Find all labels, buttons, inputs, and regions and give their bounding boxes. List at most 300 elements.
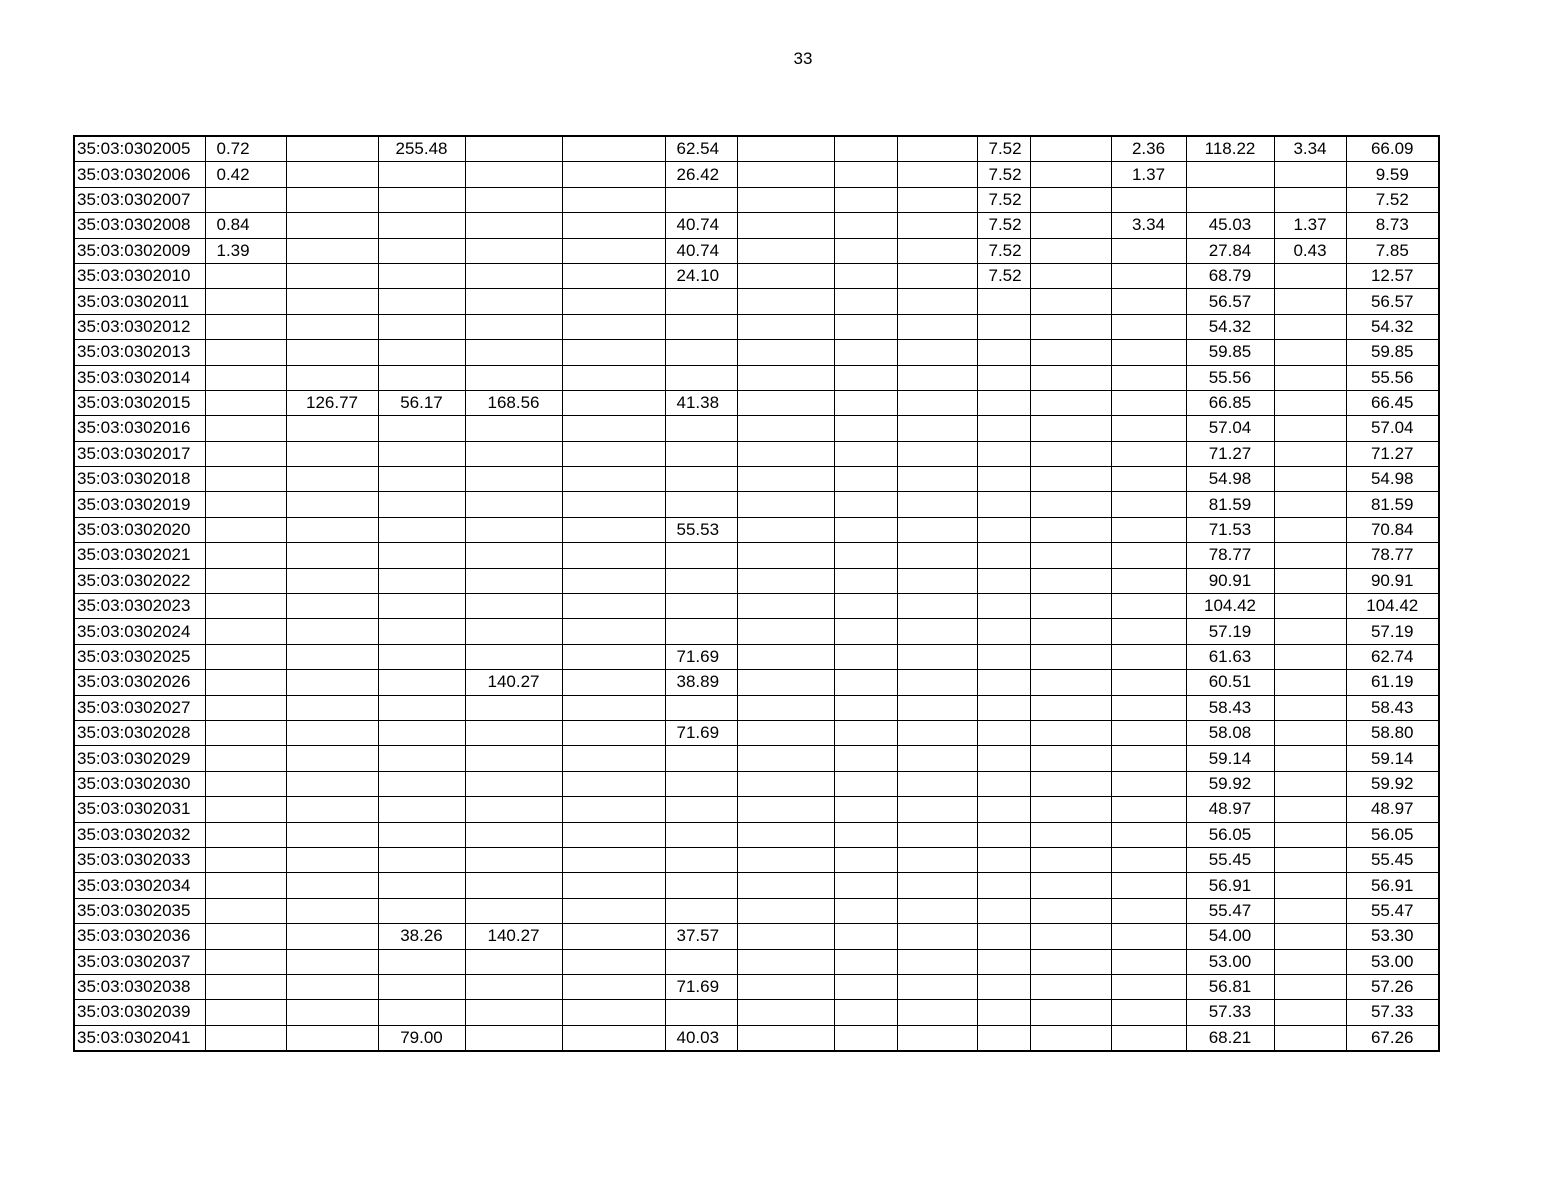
table-cell [834, 416, 897, 441]
table-cell [897, 263, 977, 288]
table-cell [1030, 949, 1111, 974]
row-id-cell: 35:03:0302037 [74, 949, 205, 974]
table-cell: 0.42 [205, 162, 286, 187]
row-id-cell: 35:03:0302017 [74, 441, 205, 466]
row-id-cell: 35:03:0302014 [74, 365, 205, 390]
table-cell: 255.48 [378, 136, 465, 162]
table-cell [977, 289, 1030, 314]
table-cell: 54.32 [1186, 314, 1274, 339]
table-cell [286, 517, 378, 542]
table-cell [1030, 467, 1111, 492]
table-cell [737, 822, 834, 847]
table-cell [665, 594, 737, 619]
table-cell [897, 492, 977, 517]
table-cell [465, 187, 562, 212]
table-cell: 0.43 [1274, 238, 1346, 263]
table-cell [286, 314, 378, 339]
table-cell [205, 187, 286, 212]
table-row [74, 365, 1439, 390]
table-cell [562, 136, 665, 162]
table-cell [205, 263, 286, 288]
table-cell: 67.26 [1346, 1025, 1439, 1051]
table-row [74, 390, 1439, 415]
table-row [74, 492, 1439, 517]
table-cell [1030, 644, 1111, 669]
table-cell: 27.84 [1186, 238, 1274, 263]
row-id-cell: 35:03:0302024 [74, 619, 205, 644]
table-row [74, 136, 1439, 162]
table-cell: 57.26 [1346, 974, 1439, 999]
table-cell [562, 695, 665, 720]
table-cell [665, 949, 737, 974]
table-cell [1274, 594, 1346, 619]
table-cell [1111, 822, 1186, 847]
table-row [74, 289, 1439, 314]
table-row [74, 441, 1439, 466]
table-row [74, 644, 1439, 669]
table-cell [665, 873, 737, 898]
table-cell [1274, 924, 1346, 949]
table-cell: 48.97 [1186, 797, 1274, 822]
table-cell [1274, 492, 1346, 517]
table-body [74, 136, 1439, 1051]
table-cell [1111, 340, 1186, 365]
table-cell: 56.05 [1346, 822, 1439, 847]
row-id-cell: 35:03:0302028 [74, 720, 205, 745]
table-cell [205, 467, 286, 492]
table-cell [1111, 467, 1186, 492]
table-cell [1111, 670, 1186, 695]
table-cell: 54.98 [1346, 467, 1439, 492]
table-cell [897, 847, 977, 872]
table-cell [665, 695, 737, 720]
row-id-cell: 35:03:0302034 [74, 873, 205, 898]
table-cell [286, 847, 378, 872]
table-cell [897, 644, 977, 669]
table-cell [897, 594, 977, 619]
table-cell [737, 390, 834, 415]
table-cell [205, 340, 286, 365]
table-cell [286, 720, 378, 745]
table-cell [1111, 416, 1186, 441]
page-number: 33 [793, 49, 813, 68]
table-cell [205, 924, 286, 949]
table-cell [897, 670, 977, 695]
table-cell [1111, 492, 1186, 517]
table-cell [286, 543, 378, 568]
table-cell [1186, 187, 1274, 212]
table-cell [562, 797, 665, 822]
table-cell [562, 568, 665, 593]
table-cell [737, 187, 834, 212]
table-cell [465, 873, 562, 898]
row-id-cell: 35:03:0302030 [74, 771, 205, 796]
table-cell: 81.59 [1186, 492, 1274, 517]
table-cell: 57.04 [1346, 416, 1439, 441]
table-cell [465, 644, 562, 669]
table-cell [897, 543, 977, 568]
table-cell [1274, 314, 1346, 339]
table-cell [977, 695, 1030, 720]
table-cell [834, 441, 897, 466]
table-cell: 71.27 [1346, 441, 1439, 466]
table-cell: 57.33 [1186, 1000, 1274, 1025]
table-cell: 56.91 [1346, 873, 1439, 898]
table-cell [286, 441, 378, 466]
table-cell [1030, 822, 1111, 847]
table-cell: 70.84 [1346, 517, 1439, 542]
table-cell [737, 924, 834, 949]
table-cell: 7.52 [977, 238, 1030, 263]
table-cell [897, 1025, 977, 1051]
table-cell [834, 213, 897, 238]
table-cell [665, 568, 737, 593]
table-cell [562, 822, 665, 847]
table-row [74, 898, 1439, 923]
table-cell [562, 162, 665, 187]
table-cell [378, 416, 465, 441]
table-cell [977, 467, 1030, 492]
table-row [74, 187, 1439, 212]
table-cell [977, 314, 1030, 339]
table-cell [1274, 898, 1346, 923]
table-cell [286, 898, 378, 923]
table-cell: 104.42 [1346, 594, 1439, 619]
table-cell [737, 898, 834, 923]
table-cell [286, 695, 378, 720]
table-cell [737, 670, 834, 695]
table-cell [562, 467, 665, 492]
table-cell [1274, 949, 1346, 974]
table-cell [977, 340, 1030, 365]
table-cell: 40.03 [665, 1025, 737, 1051]
table-cell [562, 873, 665, 898]
table-cell: 38.26 [378, 924, 465, 949]
row-id-cell: 35:03:0302021 [74, 543, 205, 568]
table-cell: 104.42 [1186, 594, 1274, 619]
table-cell: 38.89 [665, 670, 737, 695]
table-cell: 55.45 [1186, 847, 1274, 872]
table-cell [465, 543, 562, 568]
table-cell [1274, 847, 1346, 872]
table-cell: 57.19 [1346, 619, 1439, 644]
table-cell [1030, 797, 1111, 822]
table-cell [205, 822, 286, 847]
table-cell: 57.33 [1346, 1000, 1439, 1025]
table-cell [465, 1025, 562, 1051]
table-cell [665, 847, 737, 872]
table-cell [562, 187, 665, 212]
table-cell [1111, 441, 1186, 466]
table-cell [737, 797, 834, 822]
table-cell [465, 492, 562, 517]
table-cell [737, 873, 834, 898]
table-cell [1274, 543, 1346, 568]
table-cell [1274, 619, 1346, 644]
table-cell [897, 238, 977, 263]
table-cell [286, 416, 378, 441]
table-row [74, 695, 1439, 720]
table-cell [286, 136, 378, 162]
table-cell [465, 441, 562, 466]
table-cell [977, 924, 1030, 949]
table-cell [562, 416, 665, 441]
table-cell [562, 492, 665, 517]
table-cell [465, 974, 562, 999]
table-cell [465, 568, 562, 593]
table-cell [977, 898, 1030, 923]
table-cell: 12.57 [1346, 263, 1439, 288]
table-cell [562, 517, 665, 542]
table-cell [834, 720, 897, 745]
table-cell [897, 720, 977, 745]
table-cell: 7.52 [977, 213, 1030, 238]
table-cell [737, 213, 834, 238]
table-cell [737, 365, 834, 390]
table-cell [1111, 797, 1186, 822]
table-cell [205, 670, 286, 695]
table-cell [834, 289, 897, 314]
table-cell [562, 1000, 665, 1025]
table-cell [665, 187, 737, 212]
row-id-cell: 35:03:0302013 [74, 340, 205, 365]
table-cell [897, 949, 977, 974]
table-cell [897, 746, 977, 771]
table-cell [378, 365, 465, 390]
table-cell: 71.69 [665, 644, 737, 669]
table-cell [834, 340, 897, 365]
table-cell [205, 949, 286, 974]
table-cell [834, 1000, 897, 1025]
table-row [74, 619, 1439, 644]
table-cell [562, 365, 665, 390]
table-cell: 66.45 [1346, 390, 1439, 415]
table-cell [977, 594, 1030, 619]
table-cell [465, 1000, 562, 1025]
table-cell [378, 873, 465, 898]
row-id-cell: 35:03:0302025 [74, 644, 205, 669]
table-cell [737, 974, 834, 999]
table-cell [1274, 1025, 1346, 1051]
table-cell: 26.42 [665, 162, 737, 187]
table-cell [465, 136, 562, 162]
table-cell [1274, 797, 1346, 822]
table-cell: 59.85 [1346, 340, 1439, 365]
table-cell [1030, 136, 1111, 162]
table-cell [1111, 390, 1186, 415]
table-cell [205, 543, 286, 568]
table-cell [834, 365, 897, 390]
table-cell [897, 771, 977, 796]
table-cell [286, 949, 378, 974]
table-cell [378, 670, 465, 695]
table-cell: 54.98 [1186, 467, 1274, 492]
table-cell: 71.27 [1186, 441, 1274, 466]
table-cell [977, 822, 1030, 847]
table-cell [1274, 263, 1346, 288]
table-cell [1274, 365, 1346, 390]
table-cell: 126.77 [286, 390, 378, 415]
table-cell [977, 543, 1030, 568]
table-cell [737, 467, 834, 492]
table-cell [286, 365, 378, 390]
table-cell [1030, 162, 1111, 187]
table-cell [562, 543, 665, 568]
table-cell [378, 797, 465, 822]
table-cell: 58.43 [1346, 695, 1439, 720]
table-cell [897, 162, 977, 187]
table-cell [897, 416, 977, 441]
table-cell [1030, 390, 1111, 415]
table-cell [1274, 416, 1346, 441]
table-cell [977, 365, 1030, 390]
table-cell [737, 543, 834, 568]
table-cell: 140.27 [465, 670, 562, 695]
table-cell [1111, 314, 1186, 339]
row-id-cell: 35:03:0302015 [74, 390, 205, 415]
table-cell: 37.57 [665, 924, 737, 949]
table-cell: 7.52 [977, 162, 1030, 187]
table-cell [1030, 365, 1111, 390]
table-cell [1030, 416, 1111, 441]
table-cell: 71.69 [665, 720, 737, 745]
table-cell [737, 238, 834, 263]
table-cell [1030, 873, 1111, 898]
table-cell [737, 568, 834, 593]
table-cell [378, 517, 465, 542]
table-cell [286, 797, 378, 822]
table-cell [378, 568, 465, 593]
table-cell [1030, 924, 1111, 949]
table-cell [286, 1025, 378, 1051]
table-row [74, 746, 1439, 771]
table-cell [465, 594, 562, 619]
table-cell: 53.00 [1346, 949, 1439, 974]
table-cell [378, 467, 465, 492]
table-cell [378, 695, 465, 720]
table-cell: 2.36 [1111, 136, 1186, 162]
table-cell [897, 441, 977, 466]
table-cell: 40.74 [665, 238, 737, 263]
table-cell [205, 847, 286, 872]
table-cell [897, 289, 977, 314]
table-cell [665, 898, 737, 923]
table-cell [897, 136, 977, 162]
row-id-cell: 35:03:0302033 [74, 847, 205, 872]
table-cell [465, 263, 562, 288]
table-cell: 55.45 [1346, 847, 1439, 872]
table-row [74, 517, 1439, 542]
table-cell: 41.38 [665, 390, 737, 415]
row-id-cell: 35:03:0302032 [74, 822, 205, 847]
table-cell [286, 213, 378, 238]
table-cell: 53.30 [1346, 924, 1439, 949]
table-cell [286, 873, 378, 898]
table-cell [378, 492, 465, 517]
table-cell [378, 746, 465, 771]
table-cell [737, 136, 834, 162]
table-cell: 71.53 [1186, 517, 1274, 542]
table-cell [1030, 695, 1111, 720]
table-cell [1030, 771, 1111, 796]
table-cell [977, 720, 1030, 745]
table-cell [665, 365, 737, 390]
table-cell: 66.85 [1186, 390, 1274, 415]
table-row [74, 1025, 1439, 1051]
table-cell [897, 340, 977, 365]
table-cell [562, 924, 665, 949]
table-cell [834, 822, 897, 847]
table-cell [977, 797, 1030, 822]
table-cell [665, 289, 737, 314]
table-cell [1111, 517, 1186, 542]
table-cell [977, 568, 1030, 593]
table-cell [737, 441, 834, 466]
table-cell [465, 213, 562, 238]
table-cell [1274, 289, 1346, 314]
table-cell [977, 873, 1030, 898]
table-cell: 55.56 [1346, 365, 1439, 390]
row-id-cell: 35:03:0302010 [74, 263, 205, 288]
table-cell [834, 873, 897, 898]
table-cell [378, 187, 465, 212]
table-cell [465, 822, 562, 847]
table-cell [562, 619, 665, 644]
table-cell [834, 644, 897, 669]
table-cell [465, 619, 562, 644]
table-cell [897, 1000, 977, 1025]
table-cell [205, 873, 286, 898]
table-cell [665, 771, 737, 796]
table-cell [737, 949, 834, 974]
table-cell: 60.51 [1186, 670, 1274, 695]
table-cell [834, 924, 897, 949]
table-cell [1030, 314, 1111, 339]
table-cell [205, 746, 286, 771]
table-cell [205, 974, 286, 999]
table-cell [977, 771, 1030, 796]
row-id-cell: 35:03:0302019 [74, 492, 205, 517]
table-cell [205, 492, 286, 517]
table-cell: 40.74 [665, 213, 737, 238]
table-cell [834, 390, 897, 415]
table-cell [1274, 390, 1346, 415]
table-cell: 58.80 [1346, 720, 1439, 745]
table-cell [977, 1000, 1030, 1025]
table-cell [897, 517, 977, 542]
table-cell [1030, 898, 1111, 923]
table-cell [977, 670, 1030, 695]
row-id-cell: 35:03:0302027 [74, 695, 205, 720]
table-cell [465, 949, 562, 974]
table-cell [834, 1025, 897, 1051]
table-cell [977, 644, 1030, 669]
table-cell [1030, 238, 1111, 263]
table-cell [465, 238, 562, 263]
row-id-cell: 35:03:0302020 [74, 517, 205, 542]
table-cell [1030, 670, 1111, 695]
table-cell [665, 441, 737, 466]
table-cell [977, 416, 1030, 441]
table-cell: 7.52 [977, 187, 1030, 212]
table-cell [562, 238, 665, 263]
table-cell [286, 263, 378, 288]
table-cell [977, 974, 1030, 999]
table-row [74, 670, 1439, 695]
table-cell [834, 517, 897, 542]
table-cell [737, 289, 834, 314]
table-cell [465, 720, 562, 745]
